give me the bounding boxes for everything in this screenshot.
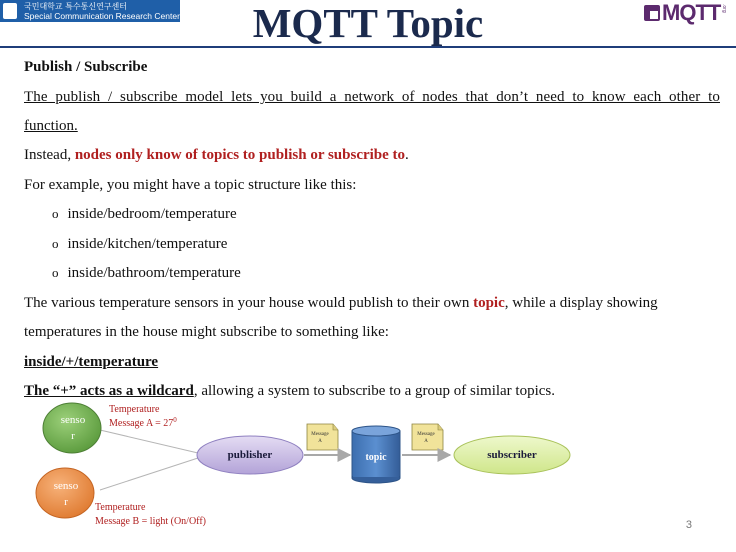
sensors-line-2: temperatures in the house might subscribe to something like: [24, 324, 389, 340]
note-label-1: Message [311, 432, 329, 437]
list-item [52, 235, 227, 253]
list-item [52, 205, 237, 223]
instead-emphasis: nodes only know of topics to publish or subscribe to [74, 147, 406, 163]
university-name-korean: 국민대학교 특수통신연구센터 [24, 2, 128, 11]
note-label-1: Message [417, 432, 435, 437]
intro-line-1: The publish / subscribe model lets you build a network of nodes that don’t need to know each other to [24, 89, 720, 105]
subscriber-label: subscriber [487, 449, 537, 461]
sensors-prefix: The various temperature sensors in your house would publish to their own [24, 295, 474, 311]
message-note-icon [307, 424, 338, 450]
sensor-b-label-1: senso [53, 480, 79, 492]
header-divider [0, 46, 736, 48]
message-b-line-2: Message B = light (On/Off) [95, 516, 206, 527]
university-name-english: Special Communication Research Center [24, 11, 180, 21]
publisher-label: publisher [227, 449, 273, 461]
sensor-a-node [43, 403, 101, 453]
sensor-a-connector [100, 430, 198, 453]
bullet-icon: o [52, 236, 59, 251]
message-a-line-2: Message $A = 27^0$ [109, 416, 177, 429]
sensors-suffix: , while a display showing [504, 295, 658, 311]
sensor-b-connector [100, 458, 198, 490]
list-item [52, 264, 241, 282]
instead-suffix: . [405, 147, 409, 163]
bullet-icon: o [52, 206, 59, 221]
wildcard-topic: inside/+/temperature [24, 354, 159, 370]
sensors-sentence [24, 294, 658, 312]
instead-prefix: Instead, [24, 147, 75, 163]
sensor-b-node [36, 468, 94, 518]
wildcard-rest: , allowing a system to subscribe to a group of similar topics. [193, 383, 556, 399]
message-a-line-1: Temperature [109, 404, 160, 415]
page-title: MQTT Topic [252, 0, 484, 46]
mqtt-logo-icon [644, 5, 660, 21]
sensor-b-label-2: r [64, 496, 68, 508]
topic-item: inside/bedroom/temperature [67, 206, 237, 222]
sensor-a-label-1: senso [60, 414, 86, 426]
message-note-icon [412, 424, 443, 450]
mqtt-logo-text: MQTT [662, 0, 721, 25]
publisher-node [197, 436, 303, 474]
topic-item: inside/kitchen/temperature [67, 236, 228, 252]
sensors-emphasis: topic [473, 295, 505, 311]
intro-line-2: function. [24, 118, 78, 134]
instead-sentence [24, 146, 409, 164]
message-b-line-1: Temperature [95, 502, 146, 513]
section-heading: Publish / Subscribe [24, 59, 148, 75]
topic-broker-cylinder [352, 426, 400, 483]
mqtt-brand-logo [644, 1, 728, 25]
note-label-2: A [424, 439, 428, 444]
sensor-a-label-2: r [71, 430, 75, 442]
wildcard-bold: The “+” acts as a wildcard [24, 383, 194, 399]
mqtt-logo-subtext: .org [721, 4, 727, 13]
page-number: 3 [685, 519, 692, 531]
note-label-2: A [318, 439, 322, 444]
topic-item: inside/bathroom/temperature [67, 265, 241, 281]
bullet-icon: o [52, 265, 59, 280]
topic-label: topic [365, 452, 387, 463]
subscriber-node [454, 436, 570, 474]
example-line: For example, you might have a topic structure like this: [24, 177, 357, 193]
pubsub-diagram [0, 398, 736, 534]
